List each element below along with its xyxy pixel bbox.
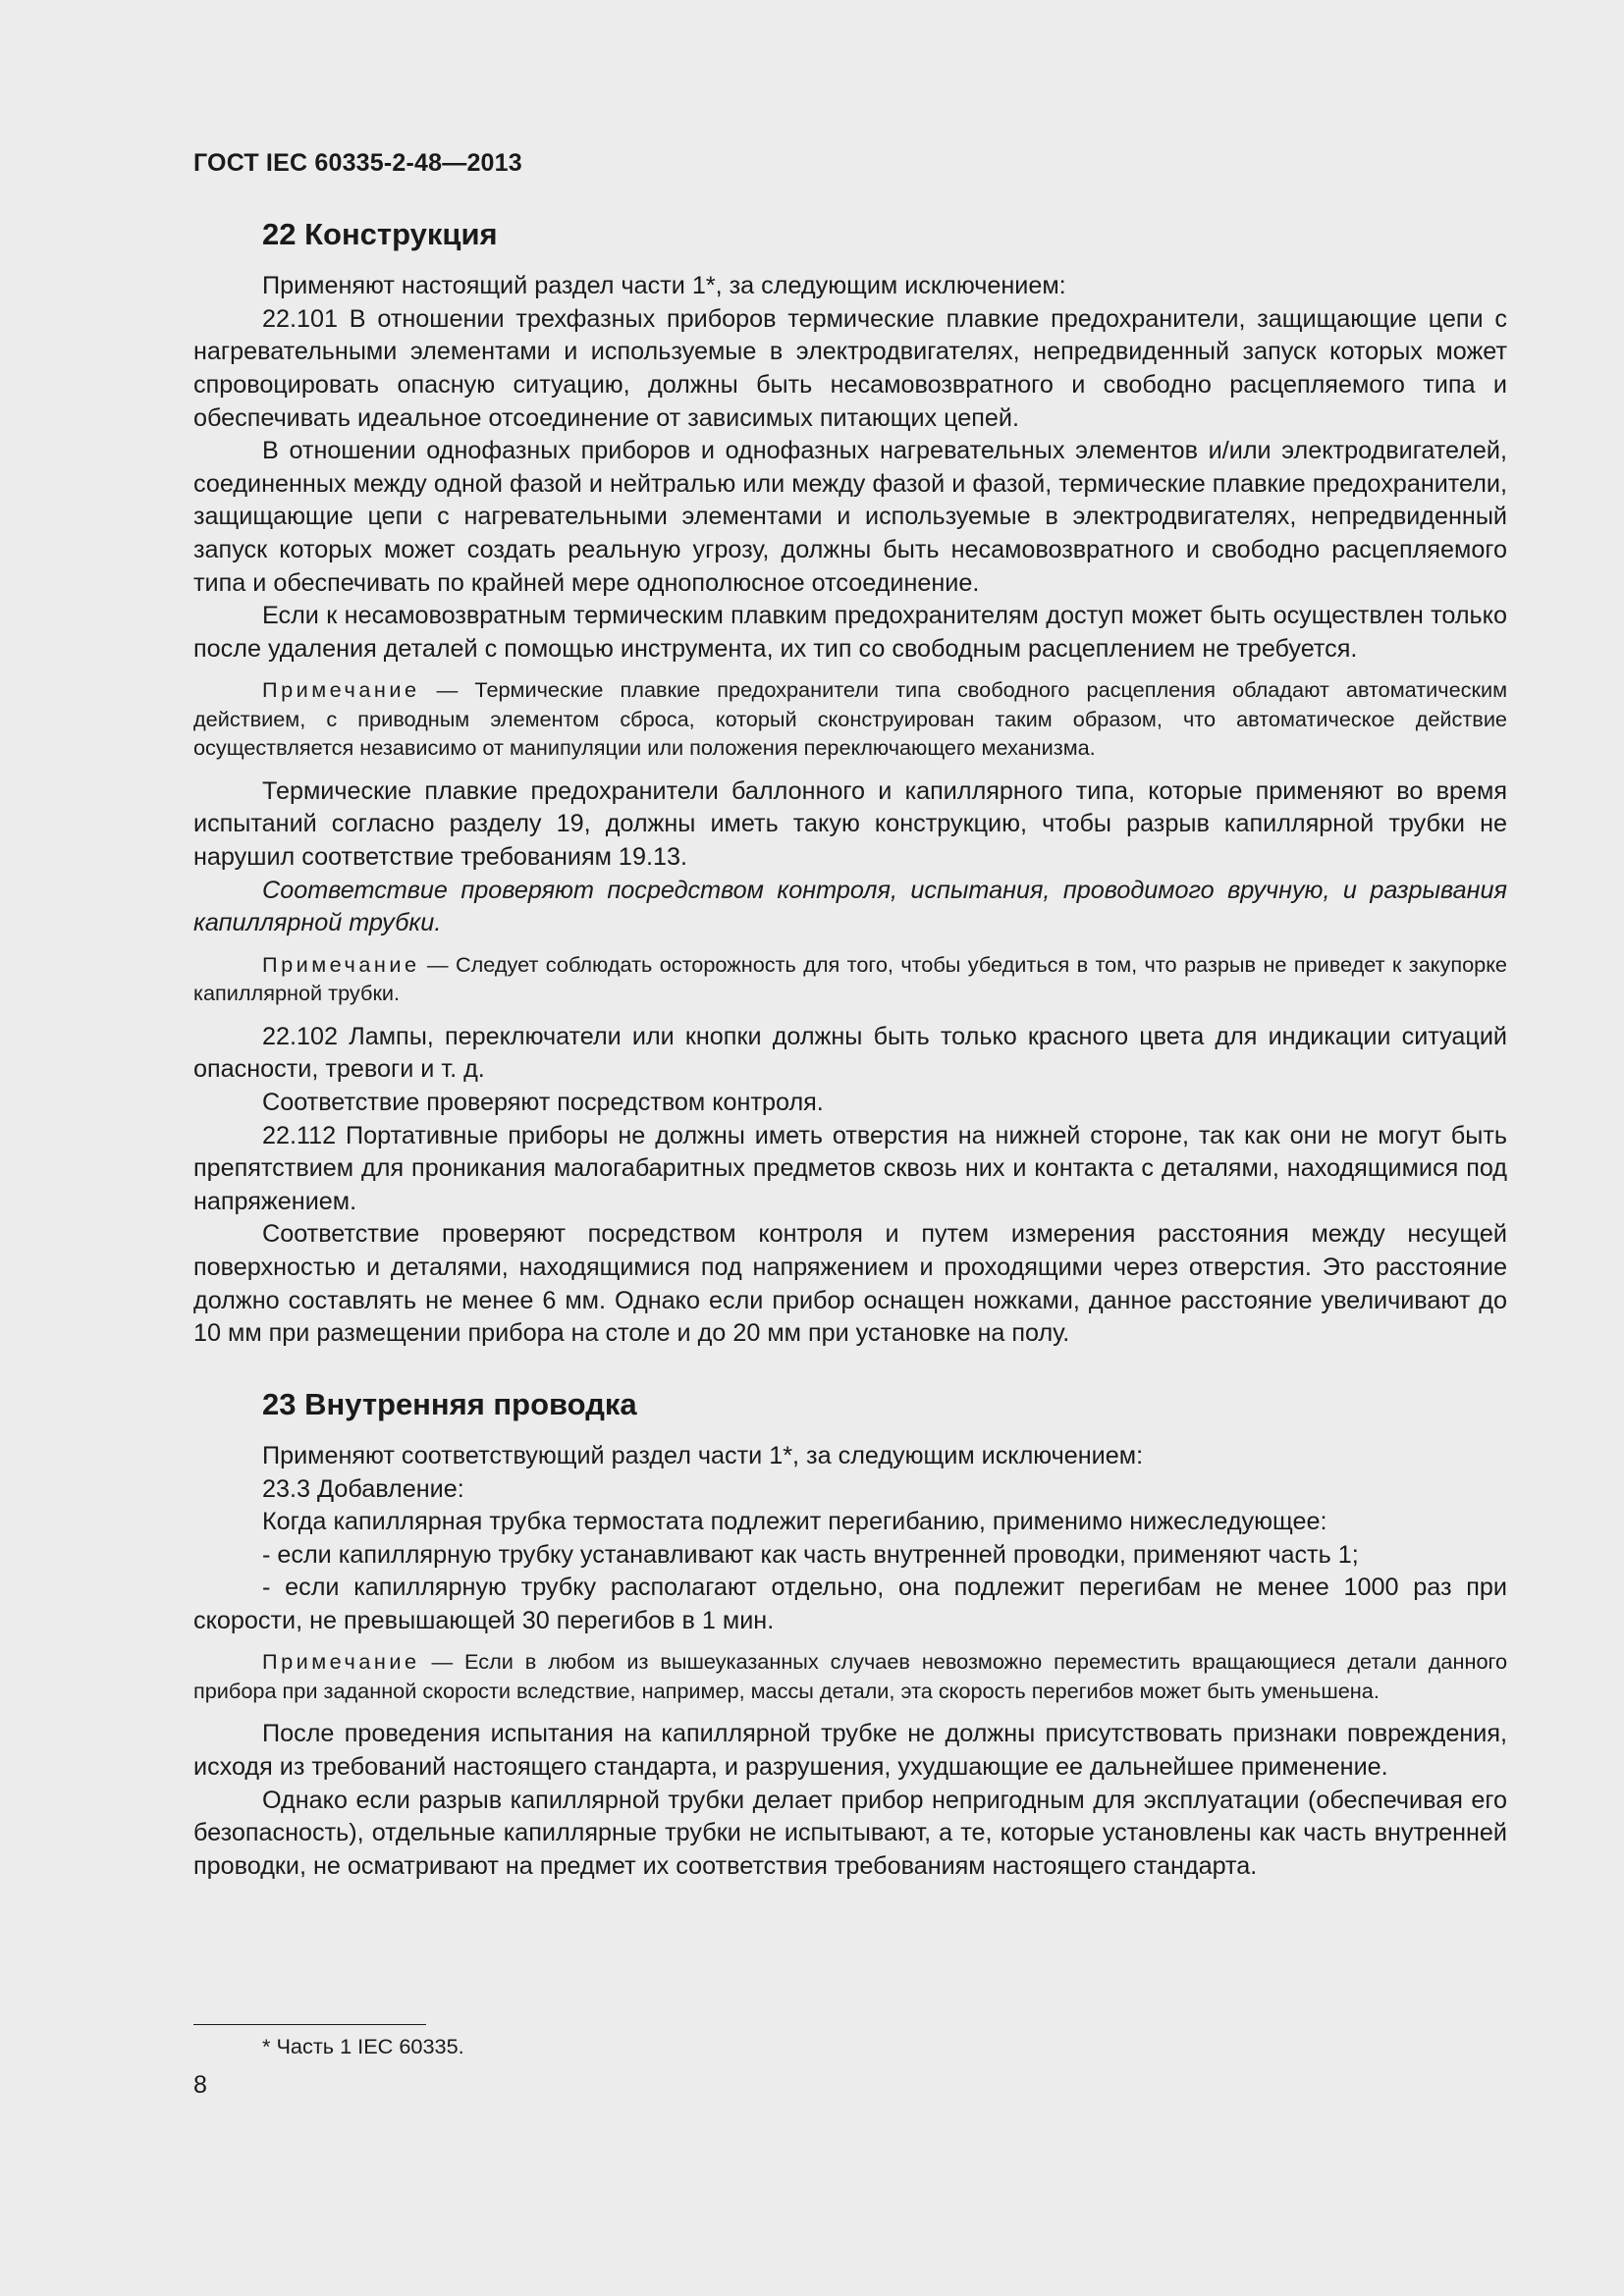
paragraph: Если к несамовозвратным термическим плавким предохранителям доступ может быть осуществлен только после удаления деталей с помощью инструмента, их тип со свободным расцеплением не требуется. bbox=[193, 602, 1507, 663]
paragraph: В отношении однофазных приборов и однофазных нагревательных элементов и/или электродвигателей, соединенных между одной фазой и нейтралью или между фазой и фазой, термические плавкие предохранители, защищающие цепи с нагревательными элементами и используемые в электродвигателях, непредвиденный запуск которых может создать реальную угрозу, должны быть несамовозвратного и свободно расцепляемого типа и обеспечивать по крайней мере однополюсное отсоединение. bbox=[193, 437, 1507, 597]
note-text: — Термические плавкие предохранители типа свободного расцепления обладают автоматическим действием, с приводным элементом сброса, который сконструирован таким образом, что автоматическое действие осуществляется независимо от манипуляции или положения переключающего механизма. bbox=[193, 677, 1507, 761]
section-23-title: 23 Внутренняя проводка bbox=[262, 1386, 637, 1421]
note-label: Примечание bbox=[262, 677, 420, 703]
paragraph: Однако если разрыв капиллярной трубки делает прибор непригодным для эксплуатации (обеспечивая его безопасность), отдельные капиллярные трубки не испытывают, а те, которые установлены как часть внутренней проводки, не осматривают на предмет их соответствия требованиям настоящего стандарта. bbox=[193, 1786, 1507, 1880]
note bbox=[193, 950, 1507, 1008]
footnote: * Часть 1 IEC 60335. bbox=[262, 2034, 464, 2058]
note-label: Примечание bbox=[262, 1649, 420, 1675]
list-item: - если капиллярную трубку располагают отдельно, она подлежит перегибам не менее 1000 раз при скорости, не превышающей 30 перегибов в 1 мин. bbox=[193, 1574, 1507, 1634]
note-text: — Следует соблюдать осторожность для того, чтобы убедиться в том, что разрыв не приведет к закупорке капиллярной трубки. bbox=[193, 951, 1507, 1006]
paragraph: 22.102 Лампы, переключатели или кнопки должны быть только красного цвета для индикации ситуаций опасности, тревоги и т. д. bbox=[193, 1022, 1507, 1084]
paragraph: Когда капиллярная трубка термостата подлежит перегибанию, применимо нижеследующее: bbox=[262, 1508, 1327, 1536]
page-content bbox=[193, 216, 1507, 1883]
paragraph: 22.101 В отношении трехфазных приборов термические плавкие предохранители, защищающие цепи с нагревательными элементами и используемые в электродвигателях, непредвиденный запуск которых может спровоцировать опасную ситуацию, должны быть несамовозвратного и свободно расцепляемого типа и обеспечивать идеальное отсоединение от зависимых питающих цепей. bbox=[193, 304, 1507, 432]
section-22-title: 22 Конструкция bbox=[262, 217, 498, 251]
paragraph: Термические плавкие предохранители баллонного и капиллярного типа, которые применяют во время испытаний согласно разделу 19, должны иметь такую конструкцию, чтобы разрыв капиллярной трубки не нарушил соответствие требованиям 19.13. bbox=[193, 776, 1507, 871]
footnote-divider bbox=[193, 2024, 426, 2025]
paragraph: 22.112 Портативные приборы не должны иметь отверстия на нижней стороне, так как они не могут быть препятствием для проникания малогабаритных предметов сквозь них и контакта с деталями, находящимися под напряжением. bbox=[193, 1121, 1507, 1215]
paragraph: Соответствие проверяют посредством контроля и путем измерения расстояния между несущей поверхностью и деталями, находящимися под напряжением и проходящими через отверстия. Это расстояние должно составлять не менее 6 мм. Однако если прибор оснащен ножками, данное расстояние увеличивают до 10 мм при размещении прибора на столе и до 20 мм при установке на полу. bbox=[193, 1220, 1507, 1348]
paragraph: Применяют соответствующий раздел части 1*, за следующим исключением: bbox=[262, 1441, 1144, 1469]
note-text: — Если в любом из вышеуказанных случаев невозможно переместить вращающиеся детали данного прибора при заданной скорости вследствие, например, массы детали, эта скорость перегибов может быть уменьшена. bbox=[193, 1649, 1507, 1703]
list-item: - если капиллярную трубку устанавливают как часть внутренней проводки, применяют часть 1; bbox=[262, 1540, 1359, 1569]
paragraph: Применяют настоящий раздел части 1*, за следующим исключением: bbox=[262, 272, 1066, 300]
paragraph: 23.3 Добавление: bbox=[262, 1474, 464, 1503]
paragraph-italic: Соответствие проверяют посредством контроля, испытания, проводимого вручную, и разрывания капиллярной трубки. bbox=[193, 876, 1507, 937]
paragraph: После проведения испытания на капиллярной трубке не должны присутствовать признаки повреждения, исходя из требований настоящего стандарта, и разрушения, ухудшающие ее дальнейшее применение. bbox=[193, 1720, 1507, 1782]
note bbox=[193, 1647, 1507, 1705]
page-number: 8 bbox=[193, 2071, 207, 2099]
note bbox=[193, 675, 1507, 763]
document-header: ГОСТ IEC 60335-2-48—2013 bbox=[193, 149, 522, 177]
note-label: Примечание bbox=[262, 951, 420, 977]
paragraph: Соответствие проверяют посредством контроля. bbox=[262, 1088, 824, 1116]
